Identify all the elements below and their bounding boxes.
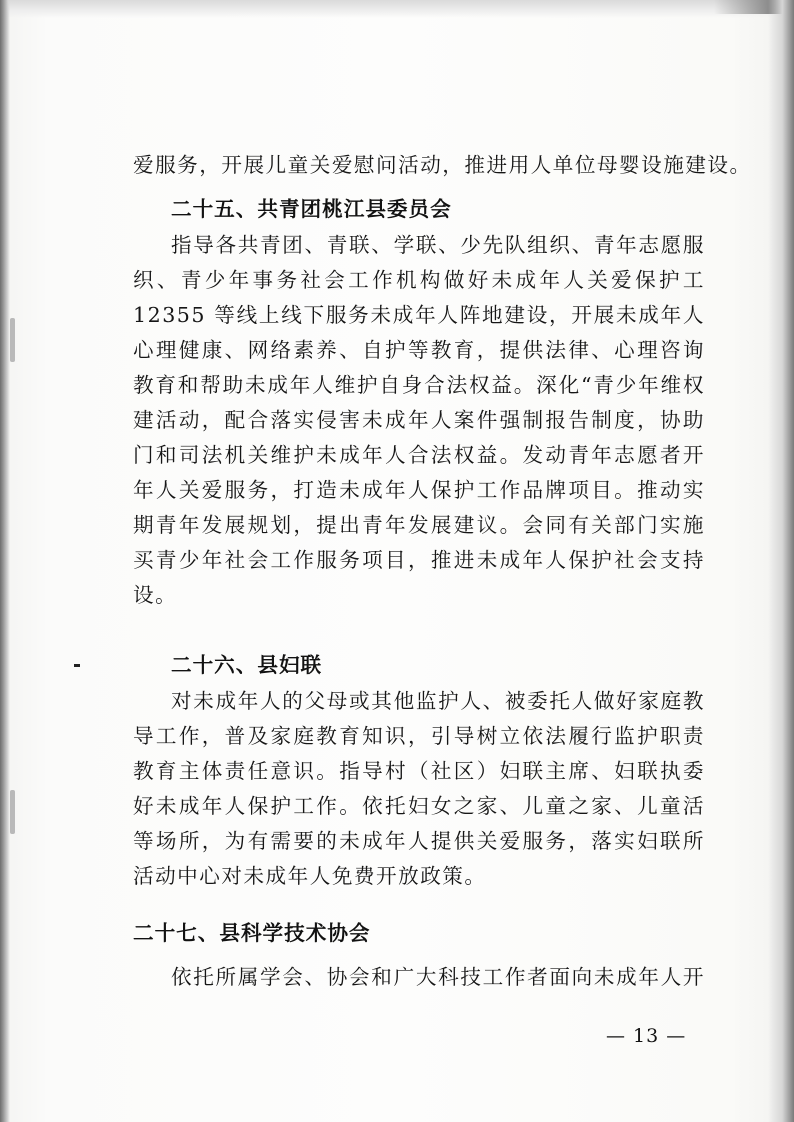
section-heading: 二十六、县妇联 <box>171 653 323 677</box>
scan-right-edge <box>768 0 794 1122</box>
text-line: 教育和帮助未成年人维护自身合法权益。深化“青少年维权 <box>133 373 705 397</box>
section-heading: 二十七、县科学技术协会 <box>133 921 371 945</box>
text-line: 门和司法机关维护未成年人合法权益。发动青年志愿者开 <box>133 443 705 467</box>
text-line: 教育主体责任意识。指导村（社区）妇联主席、妇联执委 <box>133 759 705 783</box>
section-heading-youth-league <box>133 192 705 227</box>
paragraph-science-association <box>133 960 705 995</box>
section-heading-science-association <box>133 916 705 951</box>
margin-mark <box>74 664 80 667</box>
paragraph-childcare-tail <box>133 148 752 183</box>
scan-left-edge <box>0 0 10 1122</box>
text-line: 爱服务，开展儿童关爱慰问活动，推进用人单位母婴设施建设。 <box>133 153 752 177</box>
text-line: 依托所属学会、协会和广大科技工作者面向未成年人开 <box>171 965 705 989</box>
binding-mark <box>10 790 15 834</box>
text-line: 年人关爱服务，打造未成年人保护工作品牌项目。推动实 <box>133 478 705 502</box>
paragraph-youth-league <box>133 228 705 613</box>
page-number: — 13 — <box>606 1025 687 1047</box>
text-line: 期青年发展规划，提出青年发展建议。会同有关部门实施 <box>133 513 705 537</box>
text-line: 建活动，配合落实侵害未成年人案件强制报告制度，协助 <box>133 408 705 432</box>
text-line: 导工作，普及家庭教育知识，引导树立依法履行监护职责 <box>133 724 705 748</box>
paragraph-womens-federation <box>133 684 705 894</box>
text-line: 好未成年人保护工作。依托妇女之家、儿童之家、儿童活 <box>133 794 705 818</box>
text-line: 指导各共青团、青联、学联、少先队组织、青年志愿服 <box>171 233 705 257</box>
text-line: 对未成年人的父母或其他监护人、被委托人做好家庭教 <box>171 689 705 713</box>
section-heading-womens-federation <box>133 648 705 683</box>
scan-top-shadow <box>0 0 794 18</box>
text-line: 设。 <box>133 583 178 607</box>
text-line: 活动中心对未成年人免费开放政策。 <box>133 864 487 888</box>
text-line: 织、青少年事务社会工作机构做好未成年人关爱保护工 <box>133 268 705 292</box>
text-line: 心理健康、网络素养、自护等教育，提供法律、心理咨询 <box>133 338 705 362</box>
binding-mark <box>10 318 15 362</box>
text-line: 12355 等线上线下服务未成年人阵地建设，开展未成年人 <box>133 303 705 327</box>
text-line: 等场所，为有需要的未成年人提供关爱服务，落实妇联所 <box>133 829 705 853</box>
text-line: 买青少年社会工作服务项目，推进未成年人保护社会支持 <box>133 548 705 572</box>
section-heading: 二十五、共青团桃江县委员会 <box>171 197 452 221</box>
